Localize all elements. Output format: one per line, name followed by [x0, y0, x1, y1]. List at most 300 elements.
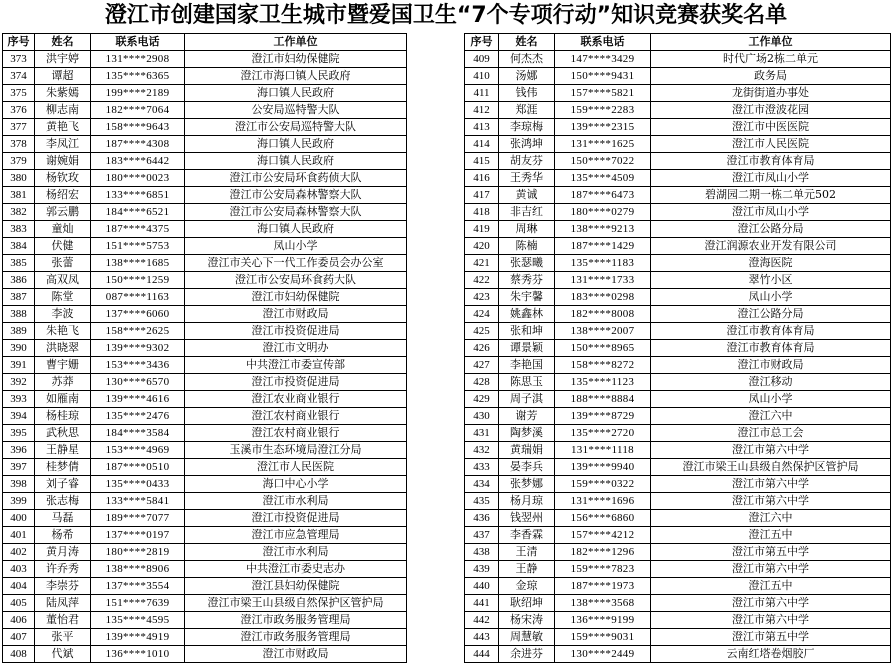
cell-number: 442 [465, 612, 499, 629]
cell-workplace: 澄江市公安局环食药侦大队 [185, 170, 407, 187]
cell-workplace: 澄江市教育体育局 [651, 323, 891, 340]
table-row [3, 561, 407, 578]
cell-workplace: 澄江市文明办 [185, 340, 407, 357]
cell-name: 马磊 [35, 510, 91, 527]
winners-table-left [2, 33, 407, 663]
cell-workplace: 澄江市第六中学 [651, 595, 891, 612]
cell-workplace: 碧湖园二期一栋二单元502 [651, 187, 891, 204]
cell-number: 406 [3, 612, 35, 629]
cell-phone: 183****6442 [91, 153, 185, 170]
table-row [465, 51, 891, 68]
table-row [465, 442, 891, 459]
cell-number: 434 [465, 476, 499, 493]
cell-name: 黄月涛 [35, 544, 91, 561]
table-row [3, 442, 407, 459]
cell-phone: 150****7022 [555, 153, 651, 170]
table-row [465, 85, 891, 102]
cell-number: 410 [465, 68, 499, 85]
table-row [3, 476, 407, 493]
cell-number: 376 [3, 102, 35, 119]
cell-phone: 199****2189 [91, 85, 185, 102]
cell-phone: 180****0023 [91, 170, 185, 187]
cell-number: 400 [3, 510, 35, 527]
cell-workplace: 海口镇人民政府 [185, 85, 407, 102]
cell-phone: 187****1429 [555, 238, 651, 255]
cell-number: 383 [3, 221, 35, 238]
cell-workplace: 凤山小学 [651, 289, 891, 306]
cell-workplace: 澄江市应急管理局 [185, 527, 407, 544]
cell-phone: 153****3436 [91, 357, 185, 374]
cell-number: 427 [465, 357, 499, 374]
cell-number: 422 [465, 272, 499, 289]
cell-workplace: 澄江市凤山小学 [651, 170, 891, 187]
table-row [465, 153, 891, 170]
cell-phone: 135****4595 [91, 612, 185, 629]
cell-workplace: 玉溪市生态环境局澄江分局 [185, 442, 407, 459]
cell-number: 375 [3, 85, 35, 102]
cell-workplace: 澄江市公安局环食药大队 [185, 272, 407, 289]
cell-name: 张梦娜 [499, 476, 555, 493]
cell-phone: 159****0322 [555, 476, 651, 493]
cell-number: 431 [465, 425, 499, 442]
header-phone: 联系电话 [555, 34, 651, 51]
cell-name: 童灿 [35, 221, 91, 238]
cell-name: 非吉红 [499, 204, 555, 221]
cell-name: 陈堂 [35, 289, 91, 306]
cell-name: 周子淇 [499, 391, 555, 408]
cell-phone: 138****9213 [555, 221, 651, 238]
cell-phone: 131****1625 [555, 136, 651, 153]
table-row [3, 68, 407, 85]
table-row [3, 425, 407, 442]
cell-name: 余进芬 [499, 646, 555, 663]
cell-phone: 158****8272 [555, 357, 651, 374]
cell-phone: 138****8906 [91, 561, 185, 578]
cell-workplace: 澄江市妇幼保健院 [185, 289, 407, 306]
cell-phone: 137****0197 [91, 527, 185, 544]
cell-phone: 139****9302 [91, 340, 185, 357]
cell-name: 朱宇馨 [499, 289, 555, 306]
cell-phone: 156****6860 [555, 510, 651, 527]
table-row [3, 629, 407, 646]
cell-name: 曹宇姗 [35, 357, 91, 374]
cell-workplace: 澄江市政务服务管理局 [185, 629, 407, 646]
cell-number: 429 [465, 391, 499, 408]
cell-name: 洪宇婷 [35, 51, 91, 68]
cell-name: 何杰杰 [499, 51, 555, 68]
cell-workplace: 澄江市财政局 [185, 306, 407, 323]
cell-workplace: 澄江市公安局森林警察大队 [185, 187, 407, 204]
cell-workplace: 澄江市教育体育局 [651, 153, 891, 170]
cell-name: 郑涯 [499, 102, 555, 119]
cell-number: 380 [3, 170, 35, 187]
cell-number: 407 [3, 629, 35, 646]
cell-number: 395 [3, 425, 35, 442]
cell-name: 谭景颖 [499, 340, 555, 357]
cell-workplace: 凤山小学 [651, 391, 891, 408]
cell-name: 黄瑞娟 [499, 442, 555, 459]
cell-name: 苏莽 [35, 374, 91, 391]
cell-workplace: 澄江市中医医院 [651, 119, 891, 136]
cell-phone: 184****3584 [91, 425, 185, 442]
cell-phone: 159****7823 [555, 561, 651, 578]
cell-number: 386 [3, 272, 35, 289]
cell-phone: 158****9643 [91, 119, 185, 136]
cell-workplace: 中共澄江市委宣传部 [185, 357, 407, 374]
table-row [3, 493, 407, 510]
cell-number: 385 [3, 255, 35, 272]
cell-workplace: 澄江农业商业银行 [185, 391, 407, 408]
cell-number: 396 [3, 442, 35, 459]
cell-name: 汤娜 [499, 68, 555, 85]
cell-number: 439 [465, 561, 499, 578]
cell-phone: 137****3554 [91, 578, 185, 595]
table-row [465, 391, 891, 408]
cell-phone: 139****2315 [555, 119, 651, 136]
table-row [3, 459, 407, 476]
cell-number: 417 [465, 187, 499, 204]
cell-number: 413 [465, 119, 499, 136]
cell-name: 王静 [499, 561, 555, 578]
cell-name: 张和坤 [499, 323, 555, 340]
table-row [3, 391, 407, 408]
table-row [3, 51, 407, 68]
cell-name: 陆凤萍 [35, 595, 91, 612]
cell-name: 李艳国 [499, 357, 555, 374]
cell-number: 416 [465, 170, 499, 187]
cell-name: 桂梦倩 [35, 459, 91, 476]
cell-workplace: 澄江市第五中学 [651, 629, 891, 646]
table-row [465, 527, 891, 544]
cell-phone: 135****2720 [555, 425, 651, 442]
table-row [3, 204, 407, 221]
cell-number: 409 [465, 51, 499, 68]
cell-number: 428 [465, 374, 499, 391]
cell-name: 李凤江 [35, 136, 91, 153]
cell-name: 李琼梅 [499, 119, 555, 136]
header-workplace: 工作单位 [651, 34, 891, 51]
cell-name: 耿绍坤 [499, 595, 555, 612]
cell-phone: 131****1118 [555, 442, 651, 459]
cell-phone: 157****4212 [555, 527, 651, 544]
table-row [465, 510, 891, 527]
table-row [3, 289, 407, 306]
cell-name: 柳志南 [35, 102, 91, 119]
cell-name: 李崇芬 [35, 578, 91, 595]
table-row [3, 221, 407, 238]
cell-number: 384 [3, 238, 35, 255]
cell-phone: 135****1123 [555, 374, 651, 391]
table-row [465, 221, 891, 238]
table-row [465, 255, 891, 272]
cell-phone: 135****2476 [91, 408, 185, 425]
winners-table-right [464, 33, 891, 663]
cell-name: 王静星 [35, 442, 91, 459]
cell-number: 415 [465, 153, 499, 170]
cell-workplace: 澄江市人民医院 [185, 459, 407, 476]
cell-workplace: 海口镇人民政府 [185, 136, 407, 153]
cell-workplace: 澄江市财政局 [185, 646, 407, 663]
cell-name: 黄艳飞 [35, 119, 91, 136]
table-header-row [465, 34, 891, 51]
cell-workplace: 龙街街道办事处 [651, 85, 891, 102]
table-row [3, 85, 407, 102]
cell-name: 谢芳 [499, 408, 555, 425]
cell-phone: 151****5753 [91, 238, 185, 255]
cell-number: 398 [3, 476, 35, 493]
table-header-row [3, 34, 407, 51]
cell-phone: 150****9431 [555, 68, 651, 85]
cell-workplace: 澄江市梁王山县级自然保护区管护局 [185, 595, 407, 612]
cell-workplace: 澄江市政务服务管理局 [185, 612, 407, 629]
table-row [3, 187, 407, 204]
cell-phone: 150****1259 [91, 272, 185, 289]
cell-workplace: 澄江农村商业银行 [185, 408, 407, 425]
cell-number: 433 [465, 459, 499, 476]
cell-phone: 135****0433 [91, 476, 185, 493]
table-row [3, 255, 407, 272]
document-title: 澄江市创建国家卫生城市暨爱国卫生“7个专项行动”知识竞赛获奖名单 [104, 3, 788, 28]
cell-name: 杨绍宏 [35, 187, 91, 204]
table-row [3, 102, 407, 119]
cell-name: 陈楠 [499, 238, 555, 255]
cell-number: 426 [465, 340, 499, 357]
cell-phone: 139****4616 [91, 391, 185, 408]
table-row [465, 561, 891, 578]
header-name: 姓名 [499, 34, 555, 51]
table-row [465, 459, 891, 476]
cell-number: 408 [3, 646, 35, 663]
cell-number: 411 [465, 85, 499, 102]
cell-number: 391 [3, 357, 35, 374]
cell-phone: 150****8965 [555, 340, 651, 357]
table-row [3, 612, 407, 629]
cell-phone: 136****1010 [91, 646, 185, 663]
cell-name: 李香霖 [499, 527, 555, 544]
cell-number: 430 [465, 408, 499, 425]
table-row [3, 170, 407, 187]
cell-number: 441 [465, 595, 499, 612]
cell-workplace: 澄江市第六中学 [651, 442, 891, 459]
cell-number: 438 [465, 544, 499, 561]
table-row [465, 272, 891, 289]
cell-phone: 147****3429 [555, 51, 651, 68]
cell-number: 440 [465, 578, 499, 595]
table-row [465, 102, 891, 119]
cell-number: 405 [3, 595, 35, 612]
cell-workplace: 时代广场2栋二单元 [651, 51, 891, 68]
cell-number: 423 [465, 289, 499, 306]
table-row [3, 408, 407, 425]
cell-workplace: 凤山小学 [185, 238, 407, 255]
cell-workplace: 海口中心小学 [185, 476, 407, 493]
cell-name: 杨钦玫 [35, 170, 91, 187]
cell-phone: 159****2283 [555, 102, 651, 119]
cell-workplace: 澄江县妇幼保健院 [185, 578, 407, 595]
cell-name: 朱艳飞 [35, 323, 91, 340]
cell-workplace: 澄江市投资促进局 [185, 510, 407, 527]
cell-workplace: 澄江六中 [651, 510, 891, 527]
cell-name: 张鸿坤 [499, 136, 555, 153]
cell-name: 杨希 [35, 527, 91, 544]
cell-phone: 187****4375 [91, 221, 185, 238]
table-row [3, 153, 407, 170]
cell-phone: 182****1296 [555, 544, 651, 561]
cell-phone: 157****5821 [555, 85, 651, 102]
table-row [465, 119, 891, 136]
cell-workplace: 澄江市投资促进局 [185, 323, 407, 340]
cell-phone: 139****9940 [555, 459, 651, 476]
cell-workplace: 澄海医院 [651, 255, 891, 272]
cell-name: 朱紫嫣 [35, 85, 91, 102]
table-row [465, 238, 891, 255]
cell-number: 402 [3, 544, 35, 561]
cell-workplace: 中共澄江市委史志办 [185, 561, 407, 578]
table-row [3, 595, 407, 612]
table-row [3, 510, 407, 527]
cell-number: 436 [465, 510, 499, 527]
table-row [465, 68, 891, 85]
cell-phone: 135****6365 [91, 68, 185, 85]
cell-workplace: 澄江六中 [651, 408, 891, 425]
cell-phone: 183****0298 [555, 289, 651, 306]
cell-name: 杨桂琼 [35, 408, 91, 425]
cell-phone: 138****2007 [555, 323, 651, 340]
cell-name: 郭云鹏 [35, 204, 91, 221]
cell-workplace: 政务局 [651, 68, 891, 85]
table-row [465, 408, 891, 425]
header-number: 序号 [465, 34, 499, 51]
cell-name: 杨月琼 [499, 493, 555, 510]
cell-workplace: 澄江五中 [651, 578, 891, 595]
cell-number: 421 [465, 255, 499, 272]
cell-name: 李波 [35, 306, 91, 323]
table-row [3, 272, 407, 289]
cell-name: 陈思玉 [499, 374, 555, 391]
cell-name: 如雁南 [35, 391, 91, 408]
header-number: 序号 [3, 34, 35, 51]
cell-workplace: 澄江市总工会 [651, 425, 891, 442]
header-name: 姓名 [35, 34, 91, 51]
cell-phone: 138****3568 [555, 595, 651, 612]
cell-workplace: 澄江五中 [651, 527, 891, 544]
table-row [465, 289, 891, 306]
table-row [3, 544, 407, 561]
cell-number: 387 [3, 289, 35, 306]
cell-number: 379 [3, 153, 35, 170]
cell-workplace: 澄江市梁王山县级自然保护区管护局 [651, 459, 891, 476]
cell-workplace: 澄江市第六中学 [651, 561, 891, 578]
cell-name: 许乔秀 [35, 561, 91, 578]
cell-name: 姚鑫林 [499, 306, 555, 323]
cell-workplace: 公安局巡特警大队 [185, 102, 407, 119]
header-workplace: 工作单位 [185, 34, 407, 51]
cell-workplace: 澄江市妇幼保健院 [185, 51, 407, 68]
cell-number: 399 [3, 493, 35, 510]
cell-phone: 130****6570 [91, 374, 185, 391]
cell-number: 390 [3, 340, 35, 357]
cell-name: 张瑟曦 [499, 255, 555, 272]
cell-number: 443 [465, 629, 499, 646]
table-row [465, 493, 891, 510]
cell-number: 432 [465, 442, 499, 459]
cell-workplace: 澄江市教育体育局 [651, 340, 891, 357]
table-row [465, 544, 891, 561]
cell-number: 435 [465, 493, 499, 510]
cell-phone: 153****4969 [91, 442, 185, 459]
cell-workplace: 澄江公路分局 [651, 306, 891, 323]
table-row [3, 578, 407, 595]
cell-number: 392 [3, 374, 35, 391]
table-row [465, 629, 891, 646]
cell-phone: 159****9031 [555, 629, 651, 646]
cell-workplace: 澄江市水利局 [185, 544, 407, 561]
cell-phone: 137****6060 [91, 306, 185, 323]
cell-workplace: 澄江市凤山小学 [651, 204, 891, 221]
cell-phone: 130****2449 [555, 646, 651, 663]
cell-phone: 187****0510 [91, 459, 185, 476]
table-row [465, 204, 891, 221]
cell-phone: 139****8729 [555, 408, 651, 425]
cell-workplace: 海口镇人民政府 [185, 221, 407, 238]
table-row [3, 306, 407, 323]
cell-number: 418 [465, 204, 499, 221]
cell-name: 晏李兵 [499, 459, 555, 476]
cell-workplace: 翠竹小区 [651, 272, 891, 289]
cell-name: 张蕾 [35, 255, 91, 272]
cell-number: 381 [3, 187, 35, 204]
table-row [3, 238, 407, 255]
cell-number: 425 [465, 323, 499, 340]
cell-number: 437 [465, 527, 499, 544]
cell-phone: 139****4919 [91, 629, 185, 646]
cell-phone: 135****1183 [555, 255, 651, 272]
table-row [465, 578, 891, 595]
cell-name: 黄诚 [499, 187, 555, 204]
cell-phone: 182****7064 [91, 102, 185, 119]
cell-number: 444 [465, 646, 499, 663]
table-row [3, 136, 407, 153]
cell-phone: 133****5841 [91, 493, 185, 510]
cell-workplace: 澄江市第六中学 [651, 476, 891, 493]
cell-number: 412 [465, 102, 499, 119]
cell-number: 388 [3, 306, 35, 323]
table-row [465, 374, 891, 391]
table-row [3, 646, 407, 663]
cell-name: 王清 [499, 544, 555, 561]
cell-workplace: 澄江农村商业银行 [185, 425, 407, 442]
table-row [3, 357, 407, 374]
cell-phone: 131****1733 [555, 272, 651, 289]
table-row [465, 476, 891, 493]
cell-phone: 180****2819 [91, 544, 185, 561]
table-row [3, 527, 407, 544]
cell-workplace: 澄江市第六中学 [651, 493, 891, 510]
table-row [3, 340, 407, 357]
cell-workplace: 澄江润源农业开发有限公司 [651, 238, 891, 255]
cell-phone: 187****4308 [91, 136, 185, 153]
cell-number: 377 [3, 119, 35, 136]
cell-workplace: 澄江市公安局森林警察大队 [185, 204, 407, 221]
cell-name: 伏健 [35, 238, 91, 255]
cell-name: 王秀华 [499, 170, 555, 187]
cell-workplace: 澄江市公安局巡特警大队 [185, 119, 407, 136]
cell-number: 389 [3, 323, 35, 340]
cell-name: 周慧敏 [499, 629, 555, 646]
cell-workplace: 澄江市第五中学 [651, 544, 891, 561]
cell-name: 武秋思 [35, 425, 91, 442]
table-row [465, 646, 891, 663]
